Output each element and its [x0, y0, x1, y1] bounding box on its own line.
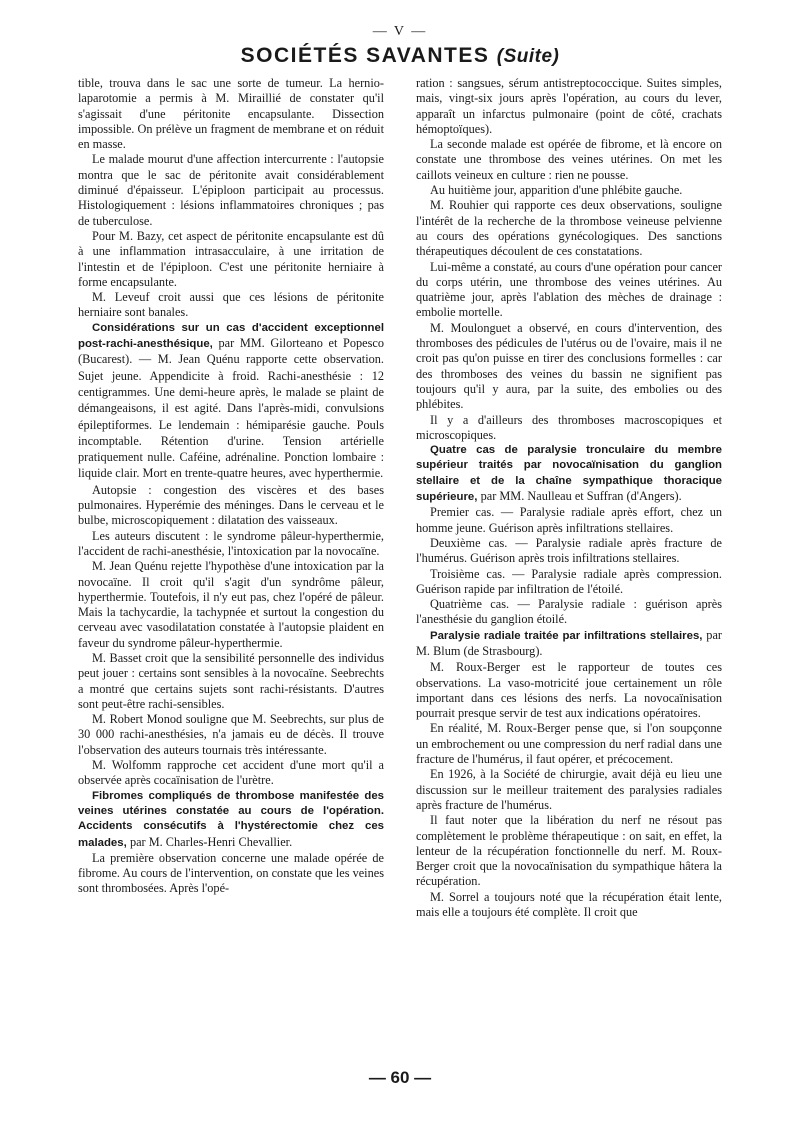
paragraph: Le malade mourut d'une affection intercurrente : l'autopsie montra que le sac de péritonite avait considérablement diminué d'épaisseur. L'épiploon participait au processus. Histologiquement : lésions inflammatoires chroniques ; pas de tuberculose. [78, 152, 384, 228]
paragraph: Les auteurs discutent : le syndrome pâleur-hyperthermie, l'accident de rachi-anesthésie, l'intoxication par la novocaïne. [78, 528, 384, 558]
paragraph: La première observation concerne une malade opérée de fibrome. Au cours de l'intervention, on constate que les veines sont thrombosées. Après l'opé- [78, 850, 384, 896]
paragraph: M. Moulonguet a observé, en cours d'intervention, des thromboses des pédicules de l'utérus ou de l'ovaire, mais il ne croit pas qu'on puisse en tirer des conclusions formelles : car des thromboses des veines du bassin ne signifient pas toujours qu'il y aura, par la suite, des embolies ou des phlébites. [416, 320, 722, 412]
article-heading: Quatre cas de paralysie tronculaire du membre supérieur traités par novocaïnisation du ganglion stellaire et de la chaîne sympathique thoracique supérieure, [416, 444, 722, 504]
paragraph: Premier cas. — Paralysie radiale après effort, chez un homme jeune. Guérison après infiltrations stellaires. [416, 505, 722, 535]
paragraph: Pour M. Bazy, cet aspect de péritonite encapsulante est dû à une inflammation intrasacculaire, à une irritation de l'intestin et de l'épiploon. C'est une péritonite herniaire à forme encapsulante. [78, 228, 384, 289]
paragraph: M. Robert Monod souligne que M. Seebrechts, sur plus de 30 000 rachi-anesthésies, n'a jamais eu de décès. Il trouve l'observation des auteurs tournais très intéressante. [78, 712, 384, 757]
paragraph: M. Rouhier qui rapporte ces deux observations, souligne l'intérêt de la recherche de la thrombose veineuse pelvienne au cours des opérations gynécologiques. Des sanctions thérapeutiques découlent de ces constatations. [416, 198, 722, 259]
folio: — V — [372, 24, 428, 39]
page-number: — 60 — [368, 1068, 432, 1087]
paragraph: La seconde malade est opérée de fibrome, et là encore on constate une thrombose des veines utérines. On met les caillots veineux en culture : rien ne pousse. [416, 137, 722, 182]
article-block [416, 443, 722, 505]
paragraph: M. Leveuf croit aussi que ces lésions de péritonite herniaire sont banales. [78, 290, 384, 320]
article-block [416, 628, 722, 661]
paragraph: En réalité, M. Roux-Berger pense que, si l'on soupçonne un embrochement ou une compression du nerf radial dans une fracture de l'humérus, il faut opérer, et précocement. [416, 721, 722, 767]
paragraph: Autopsie : congestion des viscères et des bases pulmonaires. Hyperémie des méninges. Dans le cerveau et le bulbe, microscopiquement : dilatation des vaisseaux. [78, 482, 384, 528]
section-title [0, 44, 800, 68]
paragraph: Quatrième cas. — Paralysie radiale : guérison après l'anesthésie du ganglion étoilé. [416, 597, 722, 627]
paragraph: tible, trouva dans le sac une sorte de tumeur. La hernio-laparotomie a permis à M. Miraillié de constater qu'il s'agissait d'une péritonite encapsulante. Dissection impossible. On prélève un fragment de membrane et on réduit en masse. [78, 76, 384, 152]
paragraph: M. Jean Quénu rejette l'hypothèse d'une intoxication par la novocaïne. Il croit qu'il s'agit d'un syndrôme pâleur, hyperthermie. Toutefois, il n'y eut pas, chez l'opéré de pâleur. Mais la tachycardie, la tachypnée et surtout la congestion du cerveau avec vasodilatation constatée à l'autopsie plaident en faveur du syndrome pâleur-hyperthermie. [78, 559, 384, 650]
article-text: par M. Charles-Henri Chevallier. [129, 834, 293, 849]
paragraph: Au huitième jour, apparition d'une phlébite gauche. [430, 183, 683, 198]
paragraph: Deuxième cas. — Paralysie radiale après fracture de l'humérus. Guérison après trois infiltrations stellaires. [416, 535, 722, 566]
article-text: par M. Blum (de Strasbourg). [416, 627, 722, 658]
section-title-text: SOCIÉTÉS SAVANTES [240, 44, 490, 67]
left-column [78, 76, 384, 897]
paragraph: M. Sorrel a toujours noté que la récupération était lente, mais elle a toujours été complète. Il croit que [416, 889, 722, 920]
right-column [416, 76, 722, 920]
paragraph: En 1926, à la Société de chirurgie, avait déjà eu lieu une discussion sur le meilleur traitement des paralysies radiales après fracture de l'humérus. [416, 767, 722, 812]
article-block [78, 321, 384, 483]
paragraph: M. Wolfomm rapproche cet accident d'une mort qu'il a observée après cocaïnisation de l'urètre. [78, 758, 384, 788]
section-title-suffix: (Suite) [496, 46, 560, 67]
paragraph: M. Roux-Berger est le rapporteur de toutes ces observations. La vaso-motricité joue certainement un rôle important dans ces lésions des nerfs. La novocaïnisation pourrait presque servir de test aux indications opératoires. [416, 660, 722, 721]
article-heading: Paralysie radiale traitée par infiltrations stellaires, [430, 629, 703, 642]
article-text: par MM. Gilorteano et Popesco (Bucarest). — M. Jean Quénu rapporte cette observation. Sujet jeune. Appendicite à froid. Rachi-anesthésie : 12 centigrammes. Une demi-heure après, le malade se plaint de démangeaisons, il est agité. Dans l'après-midi, convulsions épileptiformes. Le lendemain : hémiparésie gauche. Pouls incomptable. Rétention d'urine. Tension artérielle pratiquement nulle. Caféine, adrénaline. Ponction lombaire : liquide clair. Mort en trente-quatre heures, avec hyperthermie. [78, 336, 384, 481]
paragraph: ration : sangsues, sérum antistreptococcique. Suites simples, mais, vingt-six jours après l'opération, au cours du lever, apparaît un infarctus pulmonaire (point de côté, crachats hémoptoïques). [416, 76, 722, 136]
article-heading: Considérations sur un cas d'accident exceptionnel post-rachi-anesthésique, [78, 321, 384, 351]
paragraph: Troisième cas. — Paralysie radiale après compression. Guérison rapide par infiltration de l'étoilé. [416, 566, 722, 596]
paragraph: M. Basset croit que la sensibilité personnelle des individus peut jouer : certains sont sensibles à la novocaïne. Seebrechts a montré que certains sujets sont rachi-résistants. D'autres sont peut-être rachi-sensibles. [78, 650, 384, 711]
paragraph: Il faut noter que la libération du nerf ne résout pas complètement le problème thérapeutique : on sait, en effet, la lenteur de la récupération fonctionnelle du nerf. M. Roux-Berger croit que la novocaïnisation du sympathique hâtera la récupération. [416, 813, 722, 889]
paragraph: Il y a d'ailleurs des thromboses macroscopiques et microscopiques. [416, 412, 722, 442]
article-text: par MM. Naulleau et Suffran (d'Angers). [480, 489, 682, 504]
article-heading: Fibromes compliqués de thrombose manifestée des veines utérines constatée au cours de l'opération. Accidents consécutifs à l'hystérectomie chez ces malades, [78, 789, 384, 849]
article-block [78, 789, 384, 851]
paragraph: Lui-même a constaté, au cours d'une opération pour cancer du corps utérin, une thrombose des veines utérines. Au quatrième jour, après l'ablation des mèches de drainage : embolie mortelle. [416, 259, 722, 320]
